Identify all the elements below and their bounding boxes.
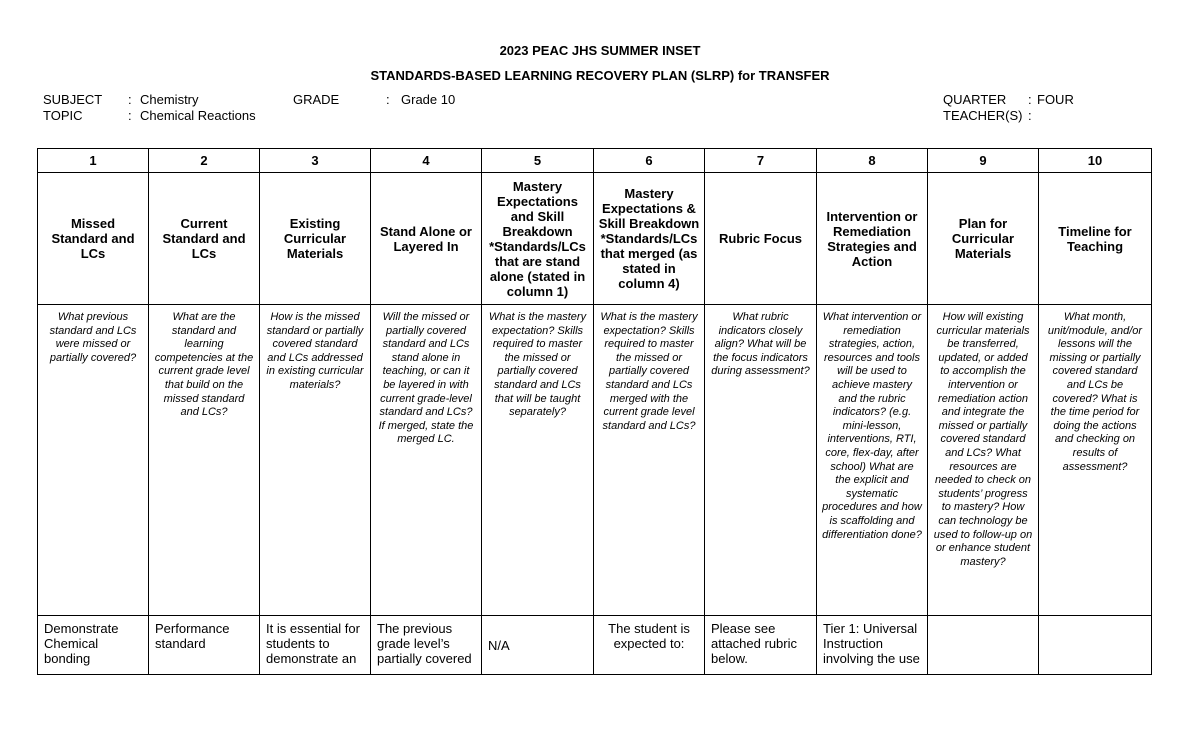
table-row <box>38 616 1152 675</box>
teacher-label: TEACHER(S) <box>943 108 1023 123</box>
column-number: 9 <box>928 149 1039 173</box>
guide-question: How will existing curricular materials be transferred, updated, or added to accomplish the intervention or remediation action and integrate the missed or partially covered standard and LCs? What resources are needed to check on students’ progress to mastery? How can technology be used to follow-up on or enhance student mastery? <box>928 305 1039 616</box>
quarter-label: QUARTER <box>943 92 1007 107</box>
guide-question: What are the standard and learning competencies at the current grade level that build on the missed standard and LCs? <box>149 305 260 616</box>
table-cell: It is essential for students to demonstrate an <box>260 616 371 675</box>
column-header-missed-standard: Missed Standard and LCs <box>38 173 149 305</box>
column-header-current-standard: Current Standard and LCs <box>149 173 260 305</box>
subject-value: Chemistry <box>140 92 199 107</box>
document-title: 2023 PEAC JHS SUMMER INSET <box>499 43 701 58</box>
column-header-plan-materials: Plan for Curricular Materials <box>928 173 1039 305</box>
table-cell <box>1039 616 1152 675</box>
subject-separator: : <box>128 92 132 107</box>
table-cell: The student is expected to: <box>594 616 705 675</box>
grade-value: Grade 10 <box>401 92 456 107</box>
table-cell <box>928 616 1039 675</box>
quarter-separator: : <box>1028 92 1032 107</box>
column-header-mastery-stand-alone: Mastery Expectations and Skill Breakdown *Standards/LCs that are stand alone (stated in column 1) <box>482 173 594 305</box>
guide-question-row <box>38 305 1152 616</box>
guide-question: What rubric indicators closely align? What will be the focus indicators during assessment? <box>705 305 817 616</box>
column-number: 1 <box>38 149 149 173</box>
guide-question: What previous standard and LCs were missed or partially covered? <box>38 305 149 616</box>
column-header-mastery-merged: Mastery Expectations & Skill Breakdown *Standards/LCs that merged (as stated in column 4) <box>594 173 705 305</box>
document-subtitle: STANDARDS-BASED LEARNING RECOVERY PLAN (SLRP) for TRANSFER <box>370 68 830 83</box>
table-cell: The previous grade level’s partially covered <box>371 616 482 675</box>
table-cell: Please see attached rubric below. <box>705 616 817 675</box>
column-number: 3 <box>260 149 371 173</box>
column-header-intervention: Intervention or Remediation Strategies and Action <box>817 173 928 305</box>
topic-value: Chemical Reactions <box>140 108 256 123</box>
quarter-value: FOUR <box>1037 92 1074 107</box>
subject-label: SUBJECT <box>43 92 103 107</box>
column-number: 6 <box>594 149 705 173</box>
column-number: 8 <box>817 149 928 173</box>
column-number: 7 <box>705 149 817 173</box>
grade-label: GRADE <box>293 92 340 107</box>
column-number: 4 <box>371 149 482 173</box>
column-number-row <box>38 149 1152 173</box>
slrp-table <box>37 148 1152 675</box>
teacher-separator: : <box>1028 108 1032 123</box>
guide-question: What is the mastery expectation? Skills required to master the missed or partially covered standard and LCs that will be taught separately? <box>482 305 594 616</box>
guide-question: What is the mastery expectation? Skills required to master the missed or partially covered standard and LCs merged with the current grade level standard and LCs? <box>594 305 705 616</box>
guide-question: What intervention or remediation strategies, action, resources and tools will be used to achieve mastery and the rubric indicators? (e.g. mini-lesson, interventions, RTI, core, flex-day, after school) What are the explicit and systematic procedures and how is scaffolding and differentiation done? <box>817 305 928 616</box>
table-cell: Tier 1: Universal Instruction involving the use <box>817 616 928 675</box>
column-header-rubric-focus: Rubric Focus <box>705 173 817 305</box>
column-header-row <box>38 173 1152 305</box>
guide-question: Will the missed or partially covered standard and LCs stand alone in teaching, or can it be layered in with current grade-level standard and LCs? If merged, state the merged LC. <box>371 305 482 616</box>
column-header-existing-materials: Existing Curricular Materials <box>260 173 371 305</box>
guide-question: What month, unit/module, and/or lessons will the missing or partially covered standard and LCs be covered? What is the time period for doing the actions and checking on results of assessment? <box>1039 305 1152 616</box>
column-header-timeline: Timeline for Teaching <box>1039 173 1152 305</box>
guide-question: How is the missed standard or partially covered standard and LCs addressed in existing curricular materials? <box>260 305 371 616</box>
table-cell: Demonstrate Chemical bonding <box>38 616 149 675</box>
grade-separator: : <box>386 92 390 107</box>
topic-label: TOPIC <box>43 108 83 123</box>
column-number: 2 <box>149 149 260 173</box>
table-cell: Performance standard <box>149 616 260 675</box>
column-header-stand-alone: Stand Alone or Layered In <box>371 173 482 305</box>
topic-separator: : <box>128 108 132 123</box>
column-number: 10 <box>1039 149 1152 173</box>
table-cell: N/A <box>482 616 594 675</box>
column-number: 5 <box>482 149 594 173</box>
